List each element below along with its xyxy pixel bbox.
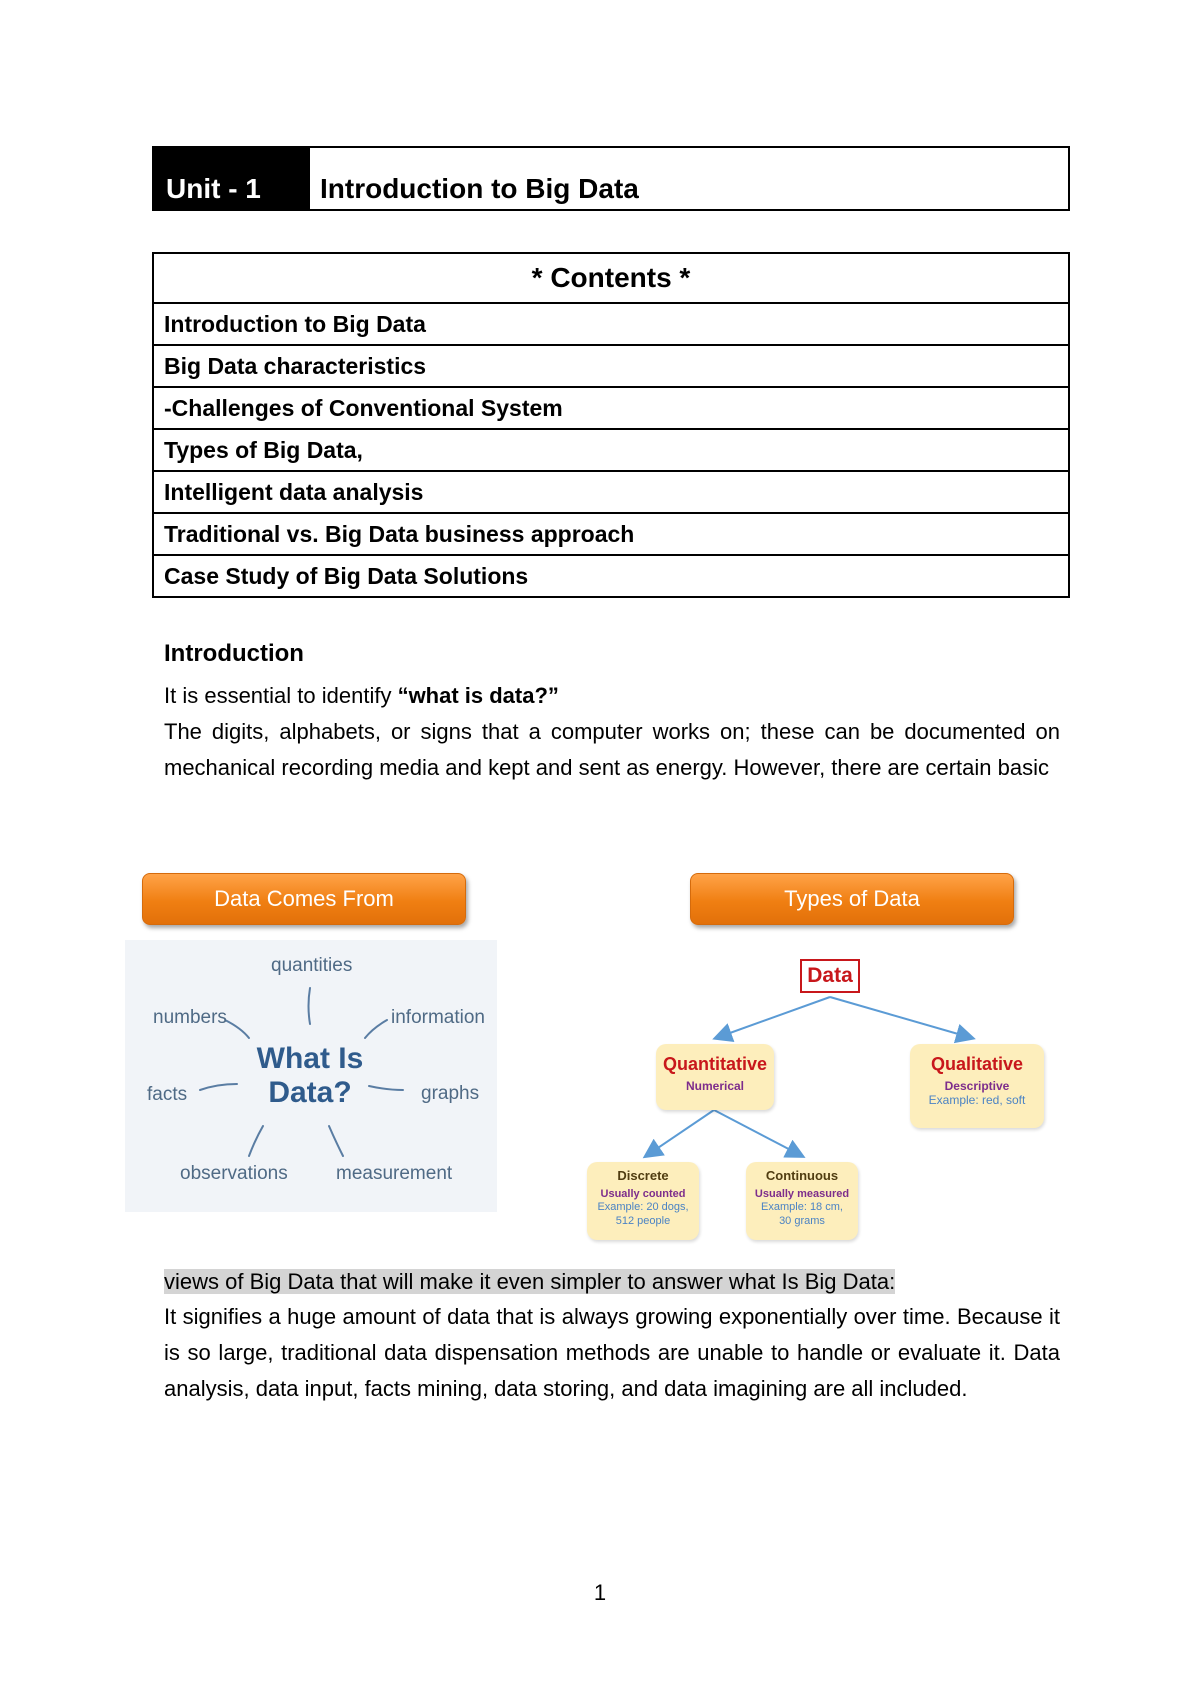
contents-heading: * Contents * xyxy=(154,254,1068,304)
contents-item: Big Data characteristics xyxy=(154,346,1068,388)
types-of-data-diagram xyxy=(580,950,1060,1240)
contents-item: Case Study of Big Data Solutions xyxy=(164,562,529,589)
intro-heading: Introduction xyxy=(164,640,304,667)
qualitative-title: Qualitative xyxy=(930,1054,1024,1074)
line-information xyxy=(365,1020,387,1038)
contents-item: Types of Big Data, xyxy=(154,430,1068,472)
line-facts xyxy=(200,1084,237,1090)
word-observations: observations xyxy=(180,1163,288,1184)
intro-question-line xyxy=(164,678,1060,714)
what-is-data-figure xyxy=(125,940,497,1212)
word-information: information xyxy=(391,1007,485,1028)
arrow-to-discrete xyxy=(646,1110,714,1156)
discrete-node xyxy=(587,1162,699,1240)
unit-header xyxy=(152,146,1070,211)
continuous-example-line1: Example: 18 cm, xyxy=(761,1201,843,1213)
qualitative-sub: Descriptive xyxy=(944,1079,1010,1093)
discrete-example-line2: 512 people xyxy=(615,1215,671,1227)
data-root-node: Data xyxy=(800,959,860,993)
data-comes-from-banner: Data Comes From xyxy=(142,873,466,925)
continuous-sub: Usually measured xyxy=(754,1188,850,1200)
quantitative-node xyxy=(656,1044,774,1110)
page-number: 1 xyxy=(593,1580,607,1605)
word-numbers: numbers xyxy=(153,1007,227,1028)
word-quantities: quantities xyxy=(271,955,353,976)
contents-item: Introduction to Big Data xyxy=(154,304,1068,346)
discrete-sub: Usually counted xyxy=(600,1188,686,1200)
contents-item: Intelligent data analysis xyxy=(154,472,1068,514)
quantitative-sub: Numerical xyxy=(685,1079,745,1093)
intro-question-bold: “what is data?” xyxy=(397,683,559,708)
discrete-title: Discrete xyxy=(617,1168,669,1183)
arrow-to-quantitative xyxy=(716,997,830,1038)
highlighted-line-wrapper xyxy=(164,1264,1060,1300)
contents-item: -Challenges of Conventional System xyxy=(154,388,1068,430)
continuous-node xyxy=(746,1162,858,1240)
unit-title: Introduction to Big Data xyxy=(320,173,639,204)
types-of-data-banner: Types of Data xyxy=(690,873,1014,925)
what-is-data-title: What Is Data? xyxy=(256,1042,364,1109)
intro-question-prefix: It is essential to identify xyxy=(164,683,398,708)
quantitative-title: Quantitative xyxy=(662,1054,768,1074)
intro-paragraph: The digits, alphabets, or signs that a computer works on; these can be documented on mechanical recording media and kept and sent as energy. However, there are certain basic xyxy=(164,719,1060,780)
arrow-to-continuous xyxy=(714,1110,802,1156)
line-quantities xyxy=(309,988,311,1024)
word-facts: facts xyxy=(147,1084,188,1105)
word-graphs: graphs xyxy=(421,1083,480,1104)
contents-item: Traditional vs. Big Data business approach xyxy=(154,514,1068,556)
line-numbers xyxy=(225,1020,249,1038)
big-data-paragraph: It signifies a huge amount of data that is always growing exponentially over time. Because it is so large, traditional data dispensation methods are unable to handle or evaluate it. Data analysis, data input, facts mining, data storing, and data imagining are all included. xyxy=(164,1304,1060,1401)
highlighted-line: views of Big Data that will make it even simpler to answer what Is Big Data: xyxy=(164,1269,896,1294)
continuous-example-line2: 30 grams xyxy=(779,1215,825,1227)
line-measurement xyxy=(329,1126,343,1156)
qualitative-node xyxy=(910,1044,1044,1128)
discrete-example-line1: Example: 20 dogs, xyxy=(597,1201,689,1213)
continuous-title: Continuous xyxy=(765,1168,839,1183)
arrow-to-qualitative xyxy=(830,997,972,1038)
word-measurement: measurement xyxy=(336,1163,453,1184)
qualitative-example: Example: red, soft xyxy=(928,1093,1026,1107)
unit-label: Unit - 1 xyxy=(154,148,310,209)
contents-table xyxy=(152,252,1070,598)
line-observations xyxy=(249,1126,263,1156)
